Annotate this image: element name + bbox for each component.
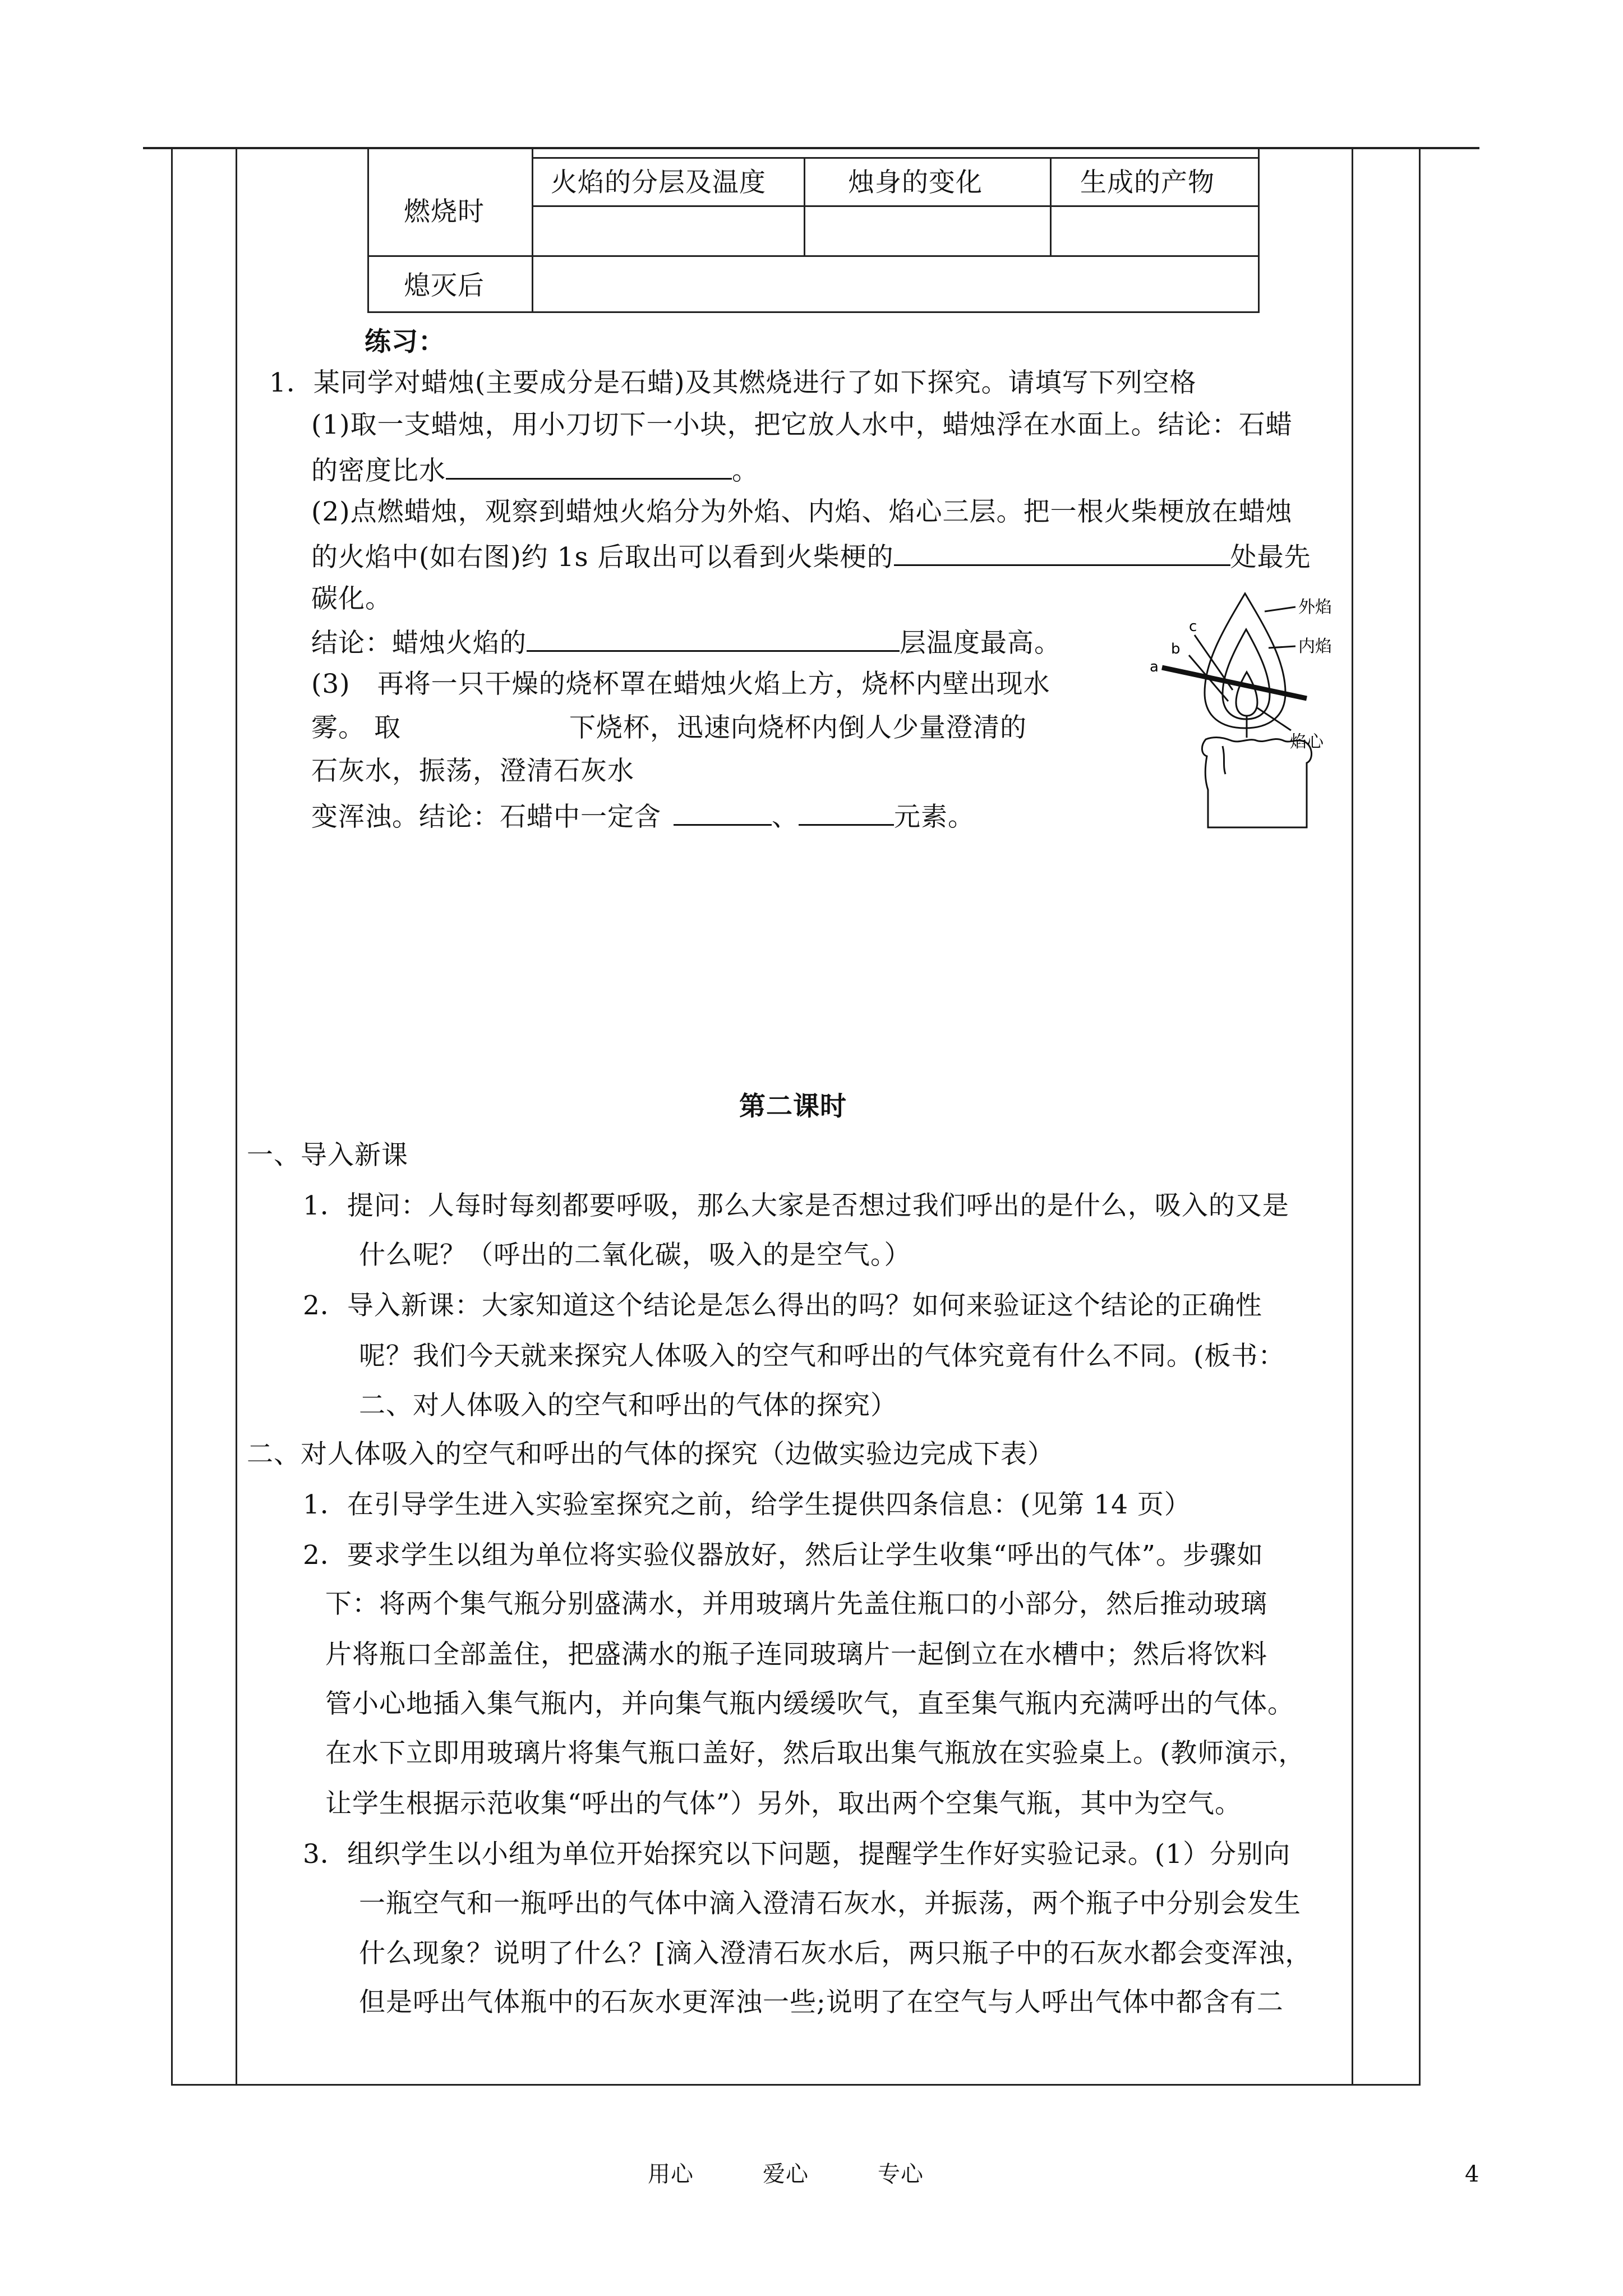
answer-blank-hottest-layer[interactable] — [527, 625, 900, 652]
label-b: b — [1171, 641, 1181, 657]
exercise-p2-line4 — [311, 625, 1061, 659]
table-mid1 — [532, 205, 1260, 207]
lesson2-s2-item2-line4: 管小心地插入集气瓶内，并向集气瓶内缓缓吹气，直至集气瓶内充满呼出的气体。 — [325, 1688, 1294, 1719]
exercise-p2-line2 — [311, 540, 1311, 573]
lesson2-s2-item2-line1: 2．要求学生以组为单位将实验仪器放好，然后让学生收集“呼出的气体”。步骤如 — [303, 1540, 1264, 1571]
table-bottom — [367, 311, 1260, 313]
lesson2-s2-item1: 1．在引导学生进入实验室探究之前，给学生提供四条信息：(见第 14 页） — [303, 1489, 1191, 1520]
label-a: a — [1150, 659, 1159, 675]
exercise-p3-line1: (3) 再将一只干燥的烧杯罩在蜡烛火焰上方，烧杯内壁出现水 — [311, 669, 1050, 700]
table-right — [1258, 147, 1260, 313]
frame-right-outer — [1419, 147, 1421, 2085]
page-number: 4 — [1465, 2161, 1480, 2187]
lesson2-s2-item2-line3: 片将瓶口全部盖住，把盛满水的瓶子连同玻璃片一起倒立在水槽中；然后将饮料 — [325, 1639, 1267, 1670]
exercise-p2-line2-a: 的火焰中(如右图)约 1s 后取出可以看到火柴梗的 — [311, 542, 894, 573]
label-flame-core: 焰心 — [1290, 732, 1324, 752]
answer-blank-char-location[interactable] — [894, 540, 1230, 566]
table-burning-label: 燃烧时 — [404, 196, 485, 227]
lesson2-s1-item1-line2: 什么呢？（呼出的二氧化碳，吸入的是空气。） — [359, 1240, 911, 1271]
lesson2-s1-item2-line2: 呢？我们今天就来探究人体吸入的空气和呼出的气体究竟有什么不同。(板书： — [359, 1341, 1285, 1372]
candle-flame-svg — [1138, 578, 1352, 836]
lesson2-s2-item2-line6: 让学生根据示范收集“呼出的气体”）另外，取出两个空集气瓶，其中为空气。 — [325, 1788, 1242, 1819]
exercise-p3-line3: 石灰水，振荡，澄清石灰水 — [311, 756, 634, 786]
lesson2-s2-item3-line2: 一瓶空气和一瓶呼出的气体中滴入澄清石灰水，并振荡，两个瓶子中分别会发生 — [359, 1888, 1301, 1919]
answer-blank-element-2[interactable] — [799, 799, 894, 826]
table-header-product: 生成的产物 — [1080, 167, 1215, 198]
exercise-p1-line2 — [311, 453, 759, 487]
exercise-p2-line3: 碳化。 — [311, 583, 392, 614]
exercise-p3-line4 — [311, 799, 975, 833]
table-left — [367, 147, 369, 313]
exercise-p1-line1: (1)取一支蜡烛，用小刀切下一小块，把它放人水中，蜡烛浮在水面上。结论：石蜡 — [311, 409, 1293, 440]
table-v3 — [1050, 157, 1052, 257]
table-top — [532, 157, 1260, 159]
exercise-p3-line4-a: 变浑浊。结论：石蜡中一定含 — [311, 802, 661, 832]
exercise-p2-line4-a: 结论：蜡烛火焰的 — [311, 628, 527, 659]
candle-flame-figure — [1138, 578, 1352, 836]
frame-left-inner — [236, 147, 237, 2085]
exercise-p2-line4-b: 层温度最高。 — [900, 628, 1061, 659]
lesson2-section1: 一、导入新课 — [247, 1140, 408, 1171]
answer-blank-density[interactable] — [446, 453, 732, 480]
frame-bottom — [171, 2084, 1421, 2086]
answer-blank-element-1[interactable] — [674, 799, 772, 826]
footer-motto-1: 用心 — [648, 2161, 694, 2187]
table-v1 — [532, 147, 533, 313]
table-v2 — [804, 157, 805, 257]
exercise-p2-line2-b: 处最先 — [1230, 542, 1311, 573]
exercise-p3-line4-b: 、 — [772, 802, 799, 832]
frame-left-outer — [171, 147, 173, 2085]
table-header-flame: 火焰的分层及温度 — [551, 167, 766, 198]
lesson2-s2-item2-line2: 下：将两个集气瓶分别盛满水，并用玻璃片先盖住瓶口的小部分，然后推动玻璃 — [325, 1589, 1267, 1619]
table-mid2 — [367, 255, 1260, 257]
table-header-body: 烛身的变化 — [848, 167, 983, 198]
label-inner-flame: 内焰 — [1298, 637, 1332, 656]
header-rule — [143, 147, 1479, 149]
frame-right-inner — [1352, 147, 1353, 2085]
lesson2-s2-item2-line5: 在水下立即用玻璃片将集气瓶口盖好，然后取出集气瓶放在实验桌上。(教师演示， — [325, 1738, 1306, 1769]
table-extinguish-label: 熄灭后 — [404, 270, 485, 301]
exercise-q1-intro: 1．某同学对蜡烛(主要成分是石蜡)及其燃烧进行了如下探究。请填写下列空格 — [269, 367, 1197, 398]
label-outer-flame: 外焰 — [1298, 597, 1332, 617]
lesson2-s2-item3-line4: 但是呼出气体瓶中的石灰水更浑浊一些;说明了在空气与人呼出气体中都含有二 — [359, 1987, 1284, 2018]
exercise-heading: 练习： — [365, 326, 445, 357]
lesson2-s1-item2-line1: 2．导入新课：大家知道这个结论是怎么得出的吗？如何来验证这个结论的正确性 — [303, 1290, 1262, 1321]
exercise-p2-line1: (2)点燃蜡烛，观察到蜡烛火焰分为外焰、内焰、焰心三层。把一根火柴梗放在蜡烛 — [311, 496, 1293, 527]
exercise-p1-line2-b: 。 — [732, 455, 759, 486]
lesson2-s2-item3-line3: 什么现象？说明了什么？[滴入澄清石灰水后，两只瓶子中的石灰水都会变浑浊， — [359, 1938, 1312, 1969]
lesson2-s1-item2-line3: 二、对人体吸入的空气和呼出的气体的探究） — [359, 1390, 897, 1421]
lesson2-title: 第二课时 — [739, 1091, 847, 1122]
label-c: c — [1189, 618, 1197, 635]
lesson2-section2: 二、对人体吸入的空气和呼出的气体的探究（边做实验边完成下表） — [247, 1439, 1054, 1470]
exercise-p3-line2-b: 下烧杯，迅速向烧杯内倒人少量澄清的 — [569, 712, 1027, 743]
exercise-p3-line2-a: 雾。 取 — [311, 712, 401, 743]
lesson2-s2-item3-line1: 3．组织学生以小组为单位开始探究以下问题，提醒学生作好实验记录。(1）分别向 — [303, 1839, 1291, 1870]
lesson2-s1-item1-line1: 1．提问：人每时每刻都要呼吸，那么大家是否想过我们呼出的是什么，吸入的又是 — [303, 1190, 1289, 1221]
exercise-p3-line2 — [311, 712, 1027, 744]
exercise-p1-line2-a: 的密度比水 — [311, 455, 446, 486]
footer-motto-3: 专心 — [878, 2161, 924, 2187]
footer-motto-2: 爱心 — [763, 2161, 809, 2187]
exercise-p3-line4-c: 元素。 — [894, 802, 975, 832]
